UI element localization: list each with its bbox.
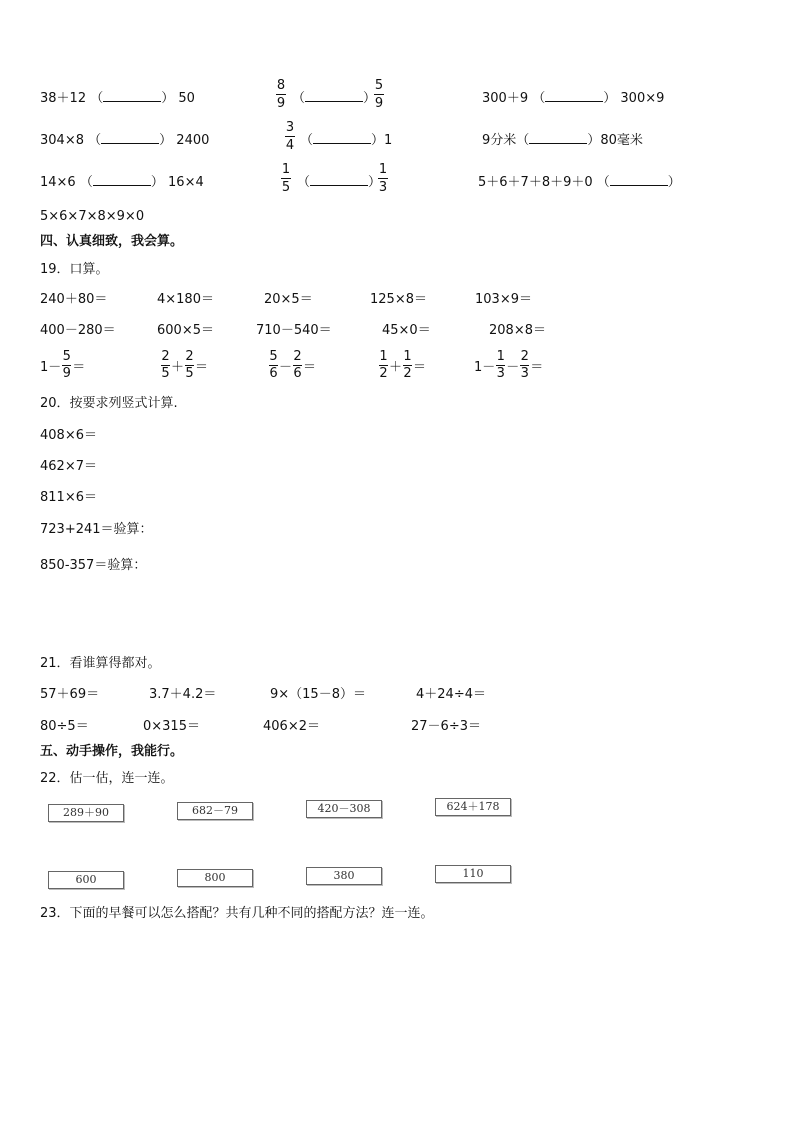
estimate-expression-card[interactable]: 289＋90 (48, 804, 124, 822)
fraction: 1 5 (281, 162, 291, 195)
q23-title: 23．下面的早餐可以怎么搭配？共有几种不同的搭配方法？连一连。 (40, 906, 434, 921)
estimate-expression-card[interactable]: 682－79 (177, 802, 253, 820)
compare-r4: 5×6×7×8×9×0 (40, 209, 145, 224)
compare-r1c2: （ ） (292, 91, 377, 106)
q19-r2-d: 45×0＝ (382, 323, 431, 338)
estimate-result-card[interactable]: 600 (48, 871, 124, 889)
q21-r1-c: 9×（15－8）＝ (270, 687, 366, 702)
q20-item: 408×6＝ (40, 428, 97, 443)
estimate-expression-card[interactable]: 420－308 (306, 800, 382, 818)
q22-title: 22．估一估，连一连。 (40, 771, 174, 786)
answer-blank[interactable] (313, 131, 371, 144)
compare-r3c1: 14×6 （ ） 16×4 (40, 175, 204, 190)
compare-r1c1: 38＋12 （ ） 50 (40, 91, 195, 106)
answer-blank[interactable] (103, 89, 161, 102)
section5-title: 五、动手操作，我能行。 (40, 744, 184, 759)
q21-r1-b: 3.7＋4.2＝ (149, 687, 217, 702)
compare-r2c3: 9分米（ ）80毫米 (482, 133, 643, 148)
answer-blank[interactable] (529, 131, 587, 144)
q19-r3-c: $\frac{5}{6}$ － $\frac{2}{6}$ ＝ (269, 349, 317, 381)
answer-blank[interactable] (101, 131, 159, 144)
q19-r3-a: 1－ $\frac{5}{9}$ ＝ (40, 349, 86, 381)
q19-r2-c: 710－540＝ (256, 323, 332, 338)
compare-r3c3: 5＋6＋7＋8＋9＋0 （ ） (478, 175, 681, 190)
estimate-result-card[interactable]: 110 (435, 865, 511, 883)
q20-item: 723+241＝验算： (40, 522, 153, 537)
q19-r1-b: 4×180＝ (157, 292, 214, 307)
compare-r2c1: 304×8 （ ） 2400 (40, 133, 210, 148)
section4-title: 四、认真细致，我会算。 (40, 234, 184, 249)
answer-blank[interactable] (93, 173, 151, 186)
answer-blank[interactable] (310, 173, 368, 186)
q19-r2-e: 208×8＝ (489, 323, 546, 338)
q20-item: 811×6＝ (40, 490, 97, 505)
q19-r3-b: $\frac{2}{5}$ ＋ $\frac{2}{5}$ ＝ (161, 349, 209, 381)
q19-r3-d: $\frac{1}{2}$ ＋ $\frac{1}{2}$ ＝ (379, 349, 427, 381)
q21-r2-b: 0×315＝ (143, 719, 200, 734)
q20-title: 20．按要求列竖式计算. (40, 396, 178, 411)
compare-r1c3: 300＋9 （ ） 300×9 (482, 91, 665, 106)
answer-blank[interactable] (610, 173, 668, 186)
estimate-expression-card[interactable]: 624＋178 (435, 798, 511, 816)
estimate-result-card[interactable]: 800 (177, 869, 253, 887)
answer-blank[interactable] (305, 89, 363, 102)
fraction: 5 9 (374, 78, 384, 111)
q19-r2-a: 400－280＝ (40, 323, 116, 338)
q19-r1-d: 125×8＝ (370, 292, 427, 307)
q21-r2-a: 80÷5＝ (40, 719, 89, 734)
q19-title: 19．口算。 (40, 262, 109, 277)
q19-r1-e: 103×9＝ (475, 292, 532, 307)
answer-blank[interactable] (545, 89, 603, 102)
q21-r2-c: 406×2＝ (263, 719, 320, 734)
q19-r1-a: 240＋80＝ (40, 292, 108, 307)
q21-title: 21．看谁算得都对。 (40, 656, 161, 671)
compare-r3c2: （ ） (297, 175, 382, 190)
q21-r1-d: 4＋24÷4＝ (416, 687, 486, 702)
q21-r1-a: 57＋69＝ (40, 687, 100, 702)
q20-item: 462×7＝ (40, 459, 97, 474)
q19-r1-c: 20×5＝ (264, 292, 313, 307)
fraction: 8 9 (276, 78, 286, 111)
fraction: 1 3 (378, 162, 388, 195)
q19-r3-e: 1－ $\frac{1}{3}$ － $\frac{2}{3}$ ＝ (474, 349, 544, 381)
fraction: 3 4 (285, 120, 295, 153)
compare-r2c2: （ ）1 (300, 133, 393, 148)
q21-r2-d: 27－6÷3＝ (411, 719, 481, 734)
q20-item: 850-357＝验算： (40, 558, 147, 573)
q19-r2-b: 600×5＝ (157, 323, 214, 338)
estimate-result-card[interactable]: 380 (306, 867, 382, 885)
